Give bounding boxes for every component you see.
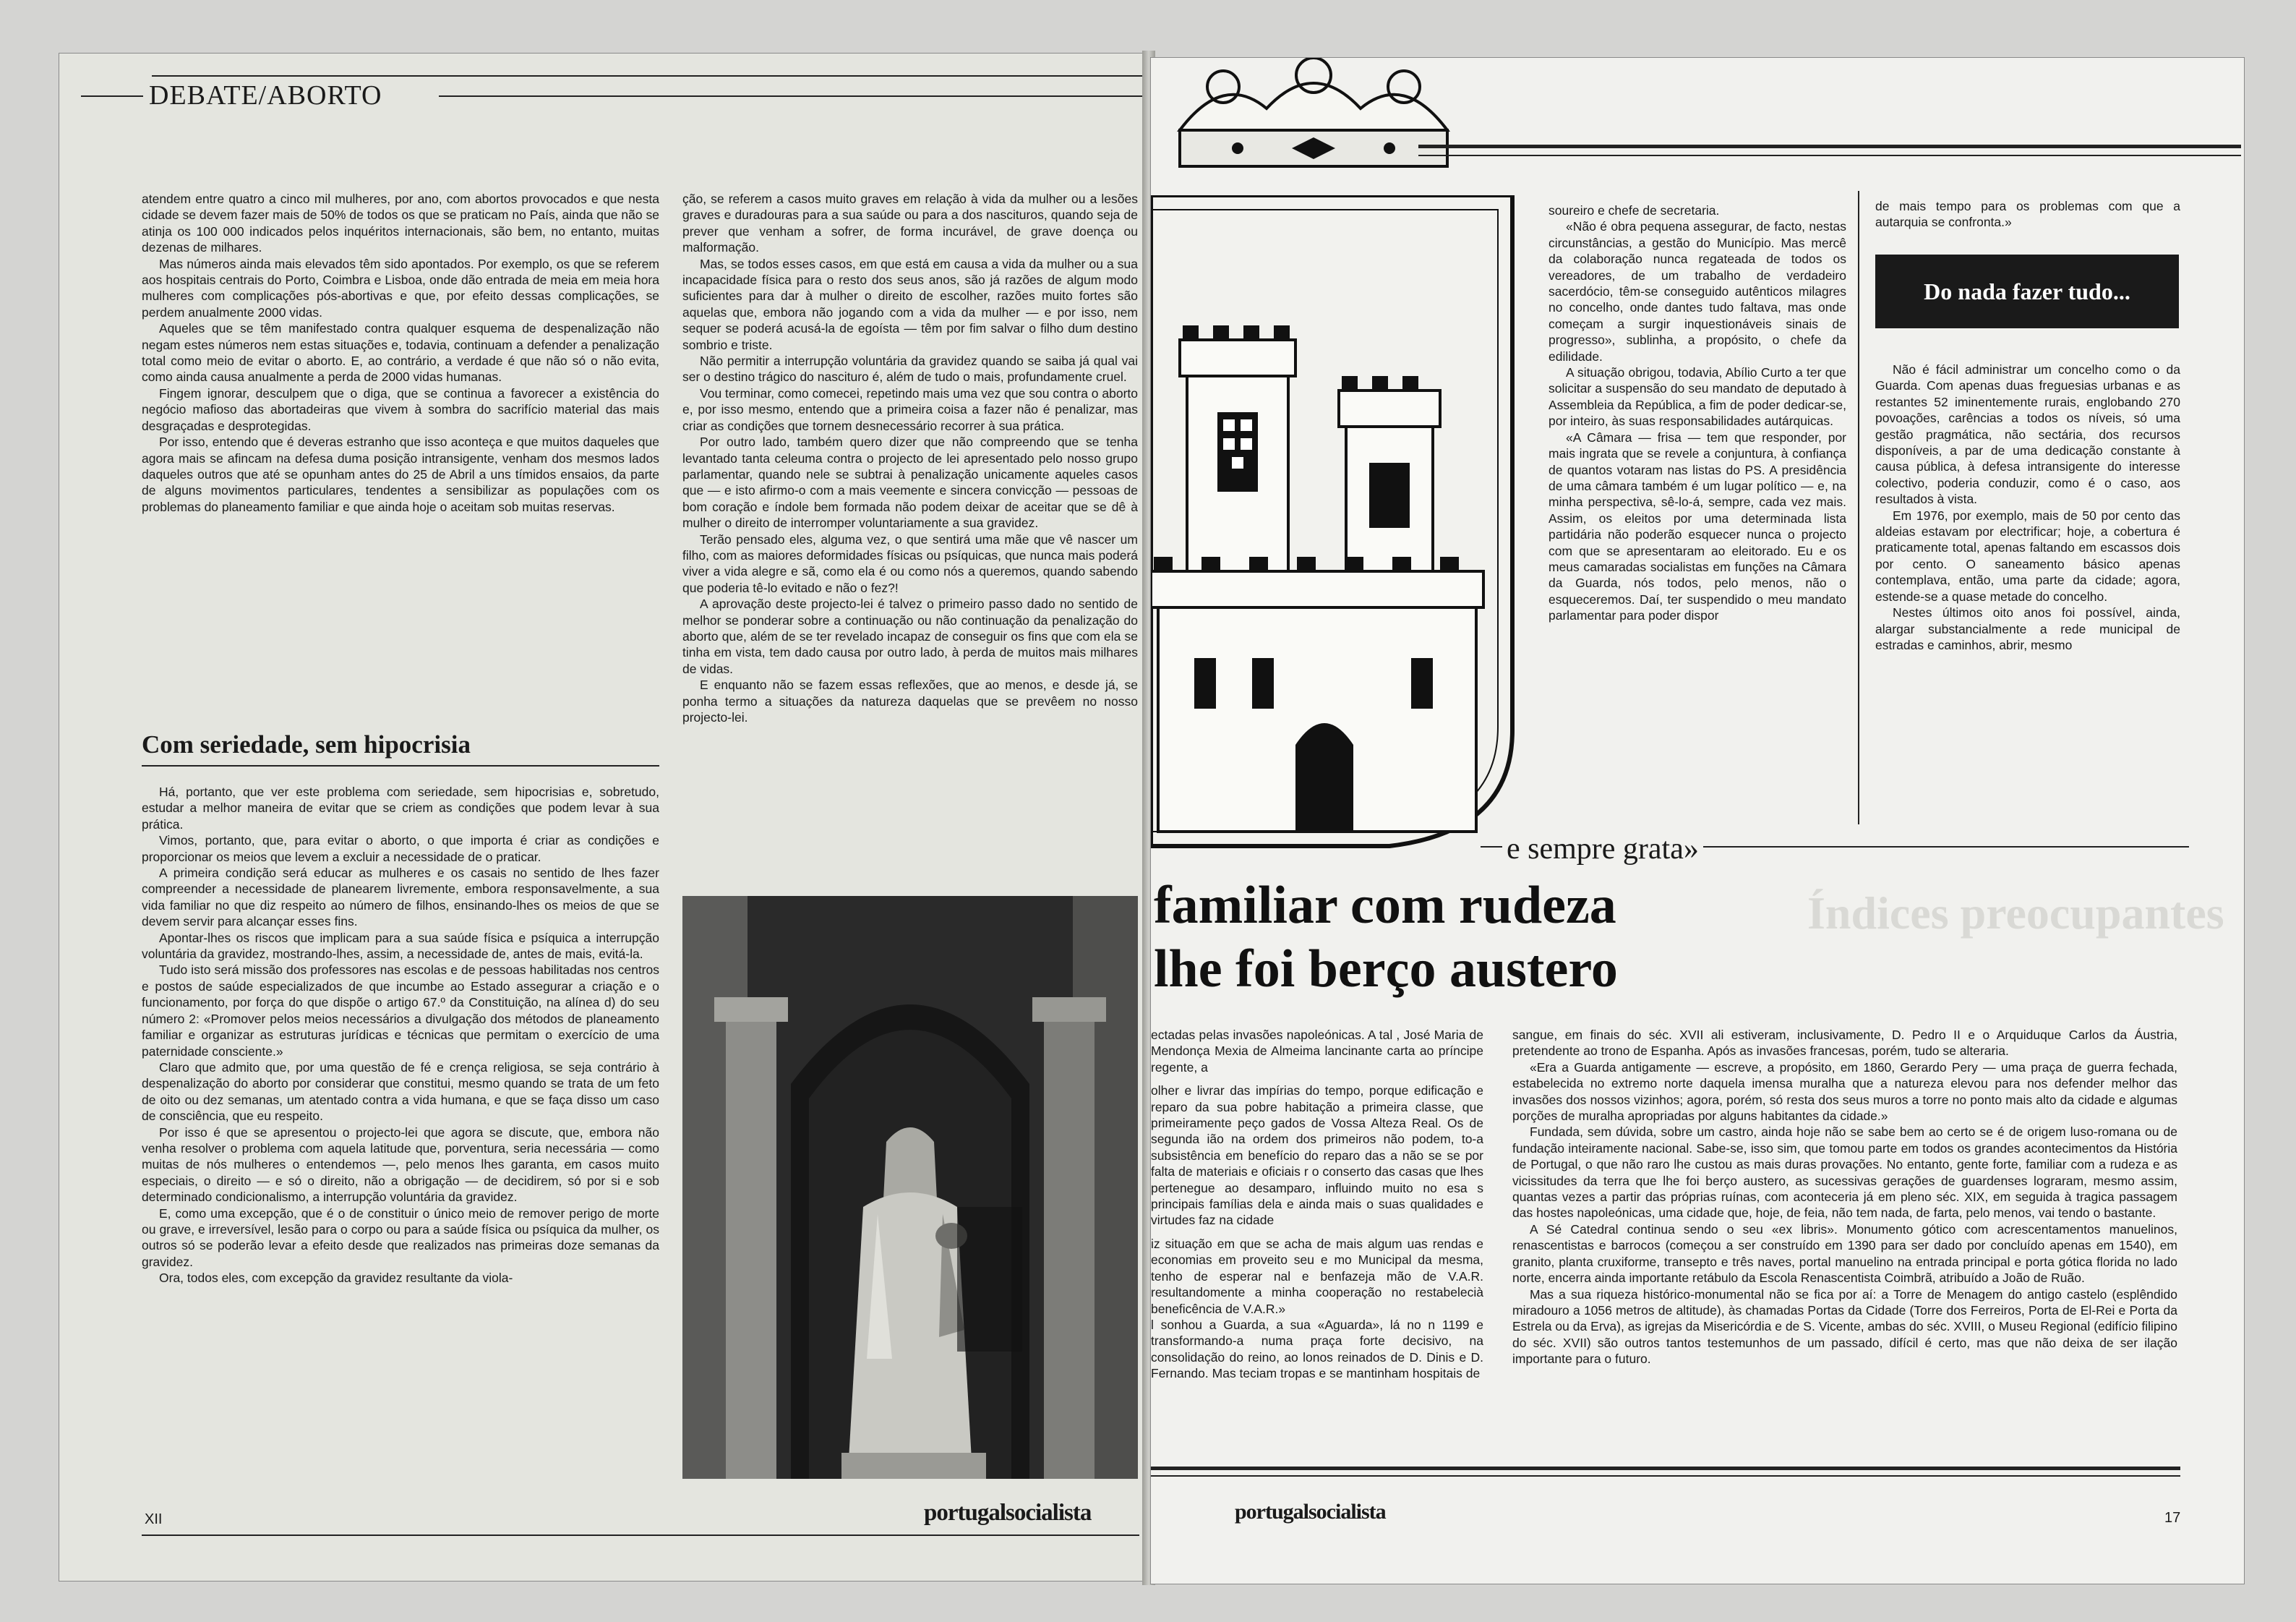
- header-right-rule: [439, 95, 1142, 97]
- paragraph: Há, portanto, que ver este problema com seriedade, sem hipocrisias e, sobretudo, estudar a melhor maneira de evitar que se criem as condições que podem levar à sua prática.: [142, 785, 659, 832]
- paragraph: Em 1976, por exemplo, mais de 50 por cento das aldeias estavam por electrificar; hoje, a cobertura é praticamente total, apenas faltando em escassos dois por cento. O saneamento básico apenas contemplava, então, uma parte da cidade; agora, estende-se a quase metade do concelho.: [1875, 508, 2180, 604]
- right-column-d: [1512, 1027, 2177, 1367]
- right-column-a: [1548, 202, 1846, 624]
- paragraph: A aprovação deste projecto-lei é talvez o primeiro passo dado no sentido de melhor se ponderar sobre a continuação ou não continuação da penalização do aborto que, além de se ter revelado incapaz de conseguir os fins que com ela se tinha em vista, tem dado causa por outro lado, à perda de muitos mais milhares de vidas.: [682, 597, 1138, 676]
- statue-photo: [682, 896, 1138, 1479]
- paragraph: Mas, se todos esses casos, em que está em causa a vida da mulher ou a sua incapacidade física para o resto dos seus anos, são já razões de algum modo suficientes para dar à mulher o direito de escolher, razões muito fortes são aquelas que, embora não jogando com a vida da mulher — e por isso, nem sequer se poderá acusá-la de egoísta — têm por fim salvar o filho dum destino sombrio e triste.: [682, 256, 1138, 352]
- paragraph: Tudo isto será missão dos professores nas escolas e de pessoas habilitadas nos centros e postos de saúde especializados de que incumbe ao Estado assegurar a criação e o funcionamento, por força do que dispõe o artigo 67.º da Constituição, na alínea d) do seu número 2: «Promover pelos meios necessários a divulgação dos métodos de planeamento familiar e organizar as estruturas jurídicas e técnicas que permitam o exercício de uma paternidade consciente.»: [142, 962, 659, 1059]
- paragraph: Fundada, sem dúvida, sobre um castro, ainda hoje não se sabe bem ao certo se é de origem luso-romana ou de fundação inteiramente nacional. Sabe-se, isso sim, que tomou parte em todos os grandes acontecimentos da História de Portugal, o que não raro lhe custou as mais duras provações. No entanto, gente forte, familiar com a rudeza e as vicissitudes da terra que lhe foi berço austero, as sucessivas gerações de guardenses lograram, mesmo assim, quantas vezes a partir das próprias ruínas, com aconteceria já em pleno séc. XIX, em seguida à tragica passagem das hostes napoleónicas, uma cidade que, hoje, de feia, não tem nada, de farta, pelo menos, vai tendo o bastante.: [1512, 1124, 2177, 1221]
- right-column-c: [1151, 1027, 1483, 1382]
- left-page: [59, 54, 1145, 1581]
- crown-illustration: [1151, 58, 1455, 174]
- page-number: 17: [2164, 1510, 2181, 1526]
- paragraph: Nestes últimos oito anos foi possível, ainda, alargar substancialmente a rede municipal de estradas e caminhos, abrir, mesmo: [1875, 605, 2180, 652]
- paragraph: Terão pensado eles, alguma vez, o que sentirá uma mãe que vê nascer um filho, com as maiores deformidades físicas ou psíquicas, que nunca mais poderá viver a vida alegre e sã, como ela é ou como nós a queremos, quando sabendo que poderia tê-lo evitado e não o fez?!: [682, 532, 1138, 595]
- banner-tail: e sempre grata»: [1502, 832, 1703, 866]
- headline-line-1: familiar com rudeza: [1154, 876, 1616, 935]
- top-thin-rule: [1418, 155, 2241, 156]
- subheading-rule: [142, 765, 659, 767]
- header-top-rule: [152, 75, 1142, 77]
- page-number: XII: [145, 1511, 163, 1527]
- section-header: DEBATE/ABORTO: [149, 80, 382, 111]
- paragraph: Mas números ainda mais elevados têm sido apontados. Por exemplo, os que se referem aos hospitais centrais do Porto, Coimbra e Lisboa, onde dão entrada de meia em meia hora mulheres com complicações pós-abortivas e que, por efeito dessas complicações, se perdem anualmente 2000 vidas.: [142, 256, 659, 320]
- ghost-headline: Índices preocupantes: [1807, 887, 2224, 939]
- right-column-b-top: de mais tempo para os problemas com que a autarquia se confronta.»: [1875, 199, 2180, 230]
- paragraph: A situação obrigou, todavia, Abílio Curto a ter que solicitar a suspensão do seu mandato de deputado à Assembleia da República, a fim de poder dedicar-se, por inteiro, às suas responsabilidades autárquicas.: [1548, 365, 1846, 429]
- paragraph: olher e livrar das impírias do tempo, porque edificação e reparo da sua pobre habitação a primeira classe, que primeiramente peço gados de Vossa Alteza Real. Os de segunda ião na ordem dos primeiros não podem, to-a subsistência em benefício do reparo das a não se se por falta de materiais e oficiais r o conserto das casas que lhes pertenegue ao desamparo, influindo muito no esa s principais famílias dela e ainda mais o suas qualidades e virtudes faz na cidade: [1151, 1083, 1483, 1228]
- left-column-1-top: [142, 191, 659, 515]
- left-column-2: [682, 191, 1138, 725]
- header-left-rule: [81, 95, 143, 97]
- paragraph: Ora, todos eles, com excepção da gravidez resultante da viola-: [159, 1271, 513, 1286]
- paragraph: Apontar-lhes os riscos que implicam para a sua saúde física e psíquica a interrupção voluntária da gravidez, mostrando-lhes, assim, a necessidade de, antes de mais, evitá-la.: [142, 930, 659, 962]
- paragraph: iz situação em que se acha de mais algum uas rendas e economias em proveito seu e mo Municipal da mesma, tenho de esperar nal e benfazeja mão de V.A.R. resultandomente a minha cooperação no restabelecià beneficência de V.A.R.»: [1151, 1236, 1483, 1316]
- paragraph: Vimos, portanto, que, para evitar o aborto, o que importa é criar as condições e proporcionar os meios que levem a excluir a necessidade de o praticar.: [142, 833, 659, 864]
- paragraph: Claro que admito que, por uma questão de fé e crença religiosa, se seja contrário à despenalização do aborto por considerar que constitui, mesmo quando se trata de um feto de oito ou dez semanas, um atentado contra a vida humana, e que se faça disso um caso de consciência, que eu respeito.: [142, 1059, 659, 1124]
- column-divider: [1858, 191, 1859, 824]
- paragraph: Fingem ignorar, desculpem que o diga, que se continua a favorecer a existência do negócio mafioso das abortadeiras que vivem à sombra do sacrifício material das mais desgraçadas e desprotegidas.: [142, 385, 659, 433]
- paragraph: soureiro e chefe de secretaria.: [1548, 203, 1720, 218]
- paragraph: «Não é obra pequena assegurar, de facto, nestas circunstâncias, a gestão do Município. Mas mercê da colaboração nunca regateada de todos os vereadores, de um trabalho de verdadeiro sacerdócio, têm-se conseguido autênticos milagres no concelho, onde dantes tudo faltava, mas onde começam a surgir inquestionáveis sinais de progresso», sublinha, a propósito, o chefe da edilidade.: [1548, 219, 1846, 364]
- paragraph: Por isso, entendo que é deveras estranho que isso aconteça e que muitos daqueles que agora mais se afincam na defesa duma posição intransigente, venham dos mesmos lados daqueles outros que até se opunham antes do 25 de Abril a uns tímidos ensaios, da parte de alguns movimentos particulares, tendentes a sensibilizar as populações com os problemas do planeamento familiar e que ainda hoje o aceitam sob muitas reservas.: [142, 435, 659, 514]
- paragraph: Não é fácil administrar um concelho como o da Guarda. Com apenas duas freguesias urbanas e as restantes 52 iminentemente rurais, englobando 270 povoações, carências a todos os níveis, só uma gestão pragmática, não sectária, dos recursos disponíveis, a par de uma dedicação constante à causa pública, à defesa intransigente do interesse colectivo, poderia conduzir, como é o caso, aos resultados à vista.: [1875, 362, 2180, 507]
- paragraph: Por isso é que se apresentou o projecto-lei que agora se discute, que, embora não venha resolver o problema com aquela latitude que, porventura, seria necessária — como muitas de nós mulheres o entendemos —, pelo menos lhes garanta, em casos muito especiais, o direito — e só o direito, não a obrigação — de decidirem, só por si e sob determinado condicionalismo, a interrupção voluntária da gravidez.: [142, 1124, 659, 1205]
- paragraph: Aqueles que se têm manifestado contra qualquer esquema de despenalização não negam estes números nem estas situações e, todavia, continuam a defender a penalização total como meio de evitar o aborto. E, ao contrário, a verdade é que não só o não evita, como ainda causa anualmente a perda de 2000 vidas humanas.: [142, 321, 659, 385]
- footer-rule: [142, 1535, 1139, 1536]
- paragraph: «Era a Guarda antigamente — escreve, a propósito, em 1860, Gerardo Pery — uma praça de guerra fechada, estabelecida no extremo norte daquela imensa muralha que a natureza elevou para nos defender melhor das invasões dos nossos vizinhos; agora, porém, só resta dos seus muros a torre no ponto mais alto da cidade e algumas porções de muralha apropriadas por alguns habitantes da cidade.»: [1512, 1059, 2177, 1124]
- paragraph: A primeira condição será educar as mulheres e os casais no sentido de lhes fazer compreender a necessidade de planearem livremente, embora responsavelmente, a sua vida familiar no que diz respeito ao número de filhos, ensinando-lhes os meios de que se devem servir para alcançar esses fins.: [142, 866, 659, 929]
- left-column-1-bottom: [142, 784, 659, 1286]
- right-column-b: [1875, 362, 2180, 653]
- bottom-thin-rule: [1151, 1475, 2180, 1477]
- statue-photo-drawing: [682, 896, 1138, 1479]
- subheading: Com seriedade, sem hipocrisia: [142, 730, 471, 759]
- paragraph: atendem entre quatro a cinco mil mulheres, por ano, com abortos provocados e que nesta cidade se devem fazer mais de 50% de todos os que se praticam no País, ainda que não se atinja os 100 000 indicados pelos inquéritos internacionais, são bem, no entanto, muitas dezenas de milhares.: [142, 192, 659, 255]
- castle-coat-of-arms: [1151, 195, 1527, 861]
- paragraph: Mas a sua riqueza histórico-monumental não se fica por aí: a Torre de Menagem do antigo castelo (esplêndido miradouro a 1056 metros de altitude), às chamadas Portas da Cidade (Torre dos Ferreiros, Porta de El-Rei e Porta da Estrela ou da Erva), as igrejas da Misericórdia e de S. Vicente, ambas do séc. XVIII, o Museu Regional (edifício filipino do séc. XVII) são outros tantos testemunhos de um passado, difícil é certo, mas que não deixa de ser ilação importante para o futuro.: [1512, 1286, 2177, 1367]
- paragraph: ectadas pelas invasões napoleónicas. A tal , José Maria de Mendonça Mexia de Almeima lancinante carta ao príncipe regente, a: [1151, 1028, 1483, 1075]
- paragraph: Não permitir a interrupção voluntária da gravidez quando se saiba já qual vai ser o destino trágico do nascituro é, além de tudo o mais, profundamente cruel.: [682, 354, 1138, 385]
- paragraph: E, como uma excepção, que é o de constituir o único meio de remover perigo de morte ou grave, e irreversível, lesão para o corpo ou para a saúde física ou psíquica da mulher, os outros só se poderão levar a efeito desde que realizados nas primeiras doze semanas da gravidez.: [142, 1205, 659, 1269]
- paragraph: sangue, em finais do séc. XVII ali estiveram, inclusivamente, D. Pedro II e o Arquiduque Carlos da Áustria, pretendente ao trono de Espanha. Após as invasões francesas, porém, tudo se alteraria.: [1512, 1028, 2177, 1059]
- brand-logo: portugalsocialista: [924, 1500, 1092, 1526]
- paragraph: ção, se referem a casos muito graves em relação à vida da mulher ou a lesões graves e duradouras para a sua saúde ou para a dos nascituros, quando seja de prever que venham a sofrer, de forma incurável, de grave doença ou malformação.: [682, 192, 1138, 255]
- paragraph: l sonhou a Guarda, a sua «Aguarda», lá no n 1199 e transformando-a numa praça forte decisivo, na consolidação do reino, ao lonos reinados de D. Dinis e D. Fernando. Mas teciam tropas e se mantinham hospitais de: [1151, 1317, 1483, 1381]
- top-thick-rule: [1418, 145, 2241, 148]
- paragraph: Por outro lado, também quero dizer que não compreendo que se tenha levantado tanta celeuma contra o projecto de lei apresentado pelo nosso grupo parlamentar, quando nele se subtrai à penalização unicamente aqueles casos que — e isto afirmo-o com a mais veemente e sincera convicção — pessoas de bom coração e índole bem formada não podem deixar de aceitar que se dê à mulher o direito de interromper voluntariamente a sua gravidez.: [682, 435, 1138, 531]
- paragraph: «A Câmara — frisa — tem que responder, por mais ingrata que se revele a conjuntura, à confiança de quantos votaram nas listas do PS. A presidência de uma câmara também é um lugar político — e, na minha perspectiva, sê-lo-á, sempre, cada vez mais. Assim, os eleitos por uma determinada lista partidária não poderão esquecer nunca o projecto com que se apresentaram ao eleitorado. Eu e os meus camaradas socialistas em funções na Câmara da Guarda, nós todos, pelo menos, não o esqueceremos. Daí, ter suspendido o meu mandato parlamentar para poder dispor: [1548, 430, 1846, 623]
- paragraph: Vou terminar, como comecei, repetindo mais uma vez que sou contra o aborto e, por isso mesmo, entendo que a primeira coisa a fazer não é penalizar, mas criar as condições que tornem desnecessário recorrer à sua prática.: [682, 385, 1139, 433]
- box-heading: Do nada fazer tudo...: [1875, 255, 2179, 328]
- paragraph: A Sé Catedral continua sendo o seu «ex libris». Monumento gótico com acrescentamentos manuelinos, renascentistas e barrocos (começou a ser construído em 1390 para ser dado por concluído apenas em 1540), em granito, planta cruxiforme, transepto e três naves, portal manuelino na entrada principal e porta gótica florida no lado norte, encerra ainda importante retábulo da Escola Renascentista Coimbrã, atribuído a João de Ruão.: [1512, 1221, 2177, 1286]
- brand-logo: portugalsocialista: [1235, 1500, 1386, 1524]
- headline-line-2: lhe foi berço austero: [1154, 939, 1618, 999]
- bottom-thick-rule: [1151, 1467, 2180, 1470]
- paragraph: E enquanto não se fazem essas reflexões, que ao menos, e desde já, se ponha termo a situações da natureza daquelas que se prevêem no nosso projecto-lei.: [682, 678, 1138, 725]
